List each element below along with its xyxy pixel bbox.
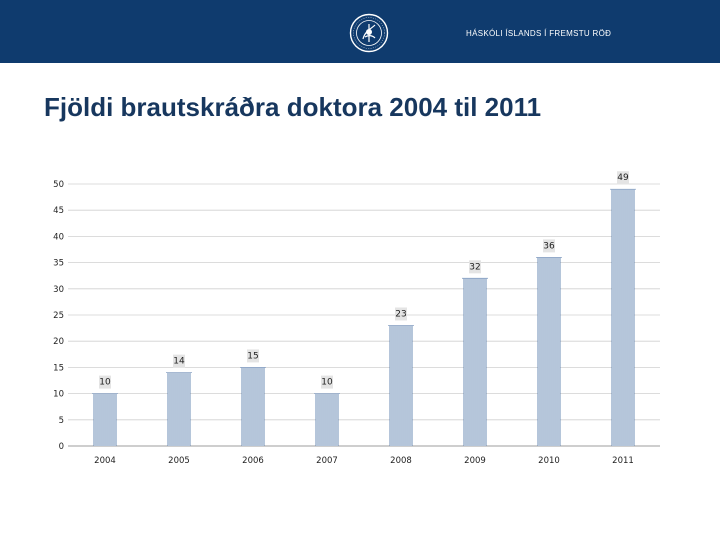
y-tick-label: 0 <box>58 442 64 452</box>
data-label <box>247 349 259 362</box>
x-tick-label: 2009 <box>464 456 486 466</box>
y-tick-label: 10 <box>53 389 64 400</box>
x-tick-label: 2006 <box>242 456 264 466</box>
bar <box>166 373 192 446</box>
data-label-text: 32 <box>469 262 481 273</box>
data-label-text: 36 <box>543 241 555 252</box>
y-axis-ticks <box>53 180 64 452</box>
bar <box>92 394 118 446</box>
x-tick-label: 2008 <box>390 456 412 466</box>
x-axis-ticks <box>94 456 634 466</box>
slide-title: Fjöldi brautskráðra doktora 2004 til 2011 <box>44 92 542 122</box>
header-tagline: HÁSKÓLI ÍSLANDS Í FREMSTU RÖÐ <box>466 29 612 38</box>
data-label <box>321 376 333 389</box>
university-seal-icon <box>349 13 389 53</box>
data-label <box>99 376 111 389</box>
y-tick-label: 35 <box>53 258 64 269</box>
bar <box>388 325 414 446</box>
data-label <box>395 307 407 320</box>
header-bar <box>0 0 720 63</box>
x-tick-label: 2010 <box>538 456 560 466</box>
y-tick-label: 20 <box>53 337 64 348</box>
bar <box>314 394 340 446</box>
y-tick-label: 15 <box>53 363 64 374</box>
x-tick-label: 2007 <box>316 456 338 466</box>
y-tick-label: 50 <box>53 180 64 190</box>
y-tick-label: 45 <box>53 206 64 217</box>
data-label <box>617 171 629 184</box>
bar <box>240 367 266 446</box>
data-label <box>173 355 185 368</box>
bar <box>610 189 636 446</box>
x-tick-label: 2005 <box>168 456 190 466</box>
data-label-text: 15 <box>247 351 259 362</box>
data-label <box>469 260 481 273</box>
bar <box>536 257 562 446</box>
data-label-text: 49 <box>617 173 629 184</box>
data-label-text: 10 <box>321 377 333 388</box>
x-tick-label: 2011 <box>612 456 634 466</box>
y-tick-label: 25 <box>53 311 64 321</box>
bars <box>92 189 636 446</box>
y-tick-label: 5 <box>58 415 64 426</box>
data-label <box>543 239 555 252</box>
data-label-text: 23 <box>395 309 407 320</box>
y-tick-label: 40 <box>53 232 64 243</box>
bar <box>462 278 488 446</box>
bar-chart <box>0 150 720 480</box>
data-label-text: 10 <box>99 377 111 388</box>
data-label-text: 14 <box>173 356 185 367</box>
gridlines <box>68 184 660 446</box>
x-tick-label: 2004 <box>94 456 116 466</box>
y-tick-label: 30 <box>53 284 64 295</box>
